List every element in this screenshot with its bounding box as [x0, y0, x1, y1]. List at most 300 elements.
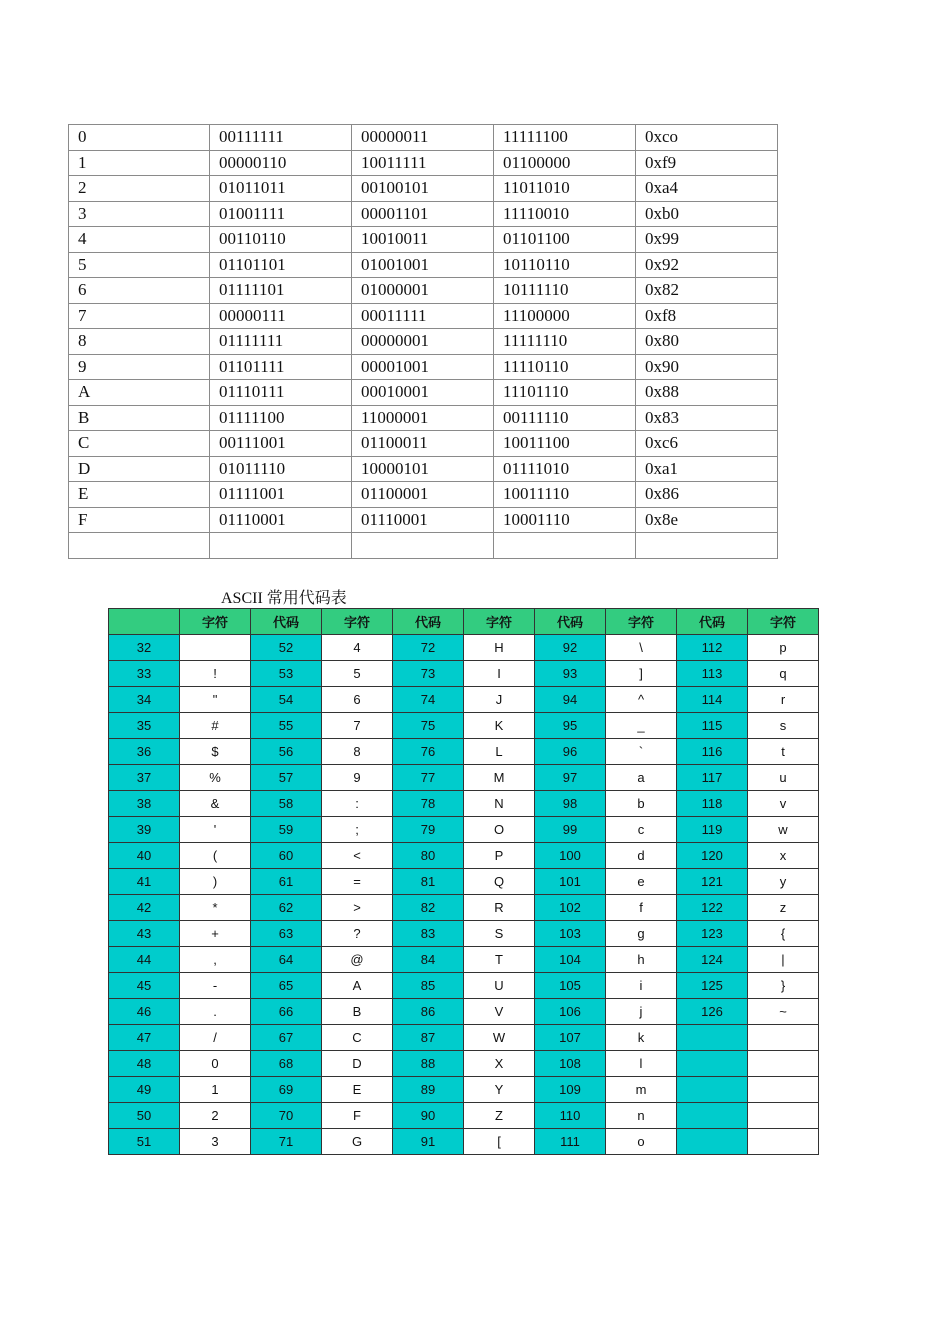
ascii-code-cell: 124: [677, 947, 748, 973]
ascii-code-cell: 112: [677, 635, 748, 661]
ascii-code-cell: 69: [251, 1077, 322, 1103]
ascii-code-cell: 95: [535, 713, 606, 739]
seg-table-cell: 01001111: [210, 201, 352, 227]
ascii-code-cell: 40: [109, 843, 180, 869]
seg-table-cell: 0x86: [636, 482, 778, 508]
seg-table-cell: C: [69, 431, 210, 457]
ascii-char-cell: A: [322, 973, 393, 999]
ascii-code-cell: 110: [535, 1103, 606, 1129]
ascii-char-cell: n: [606, 1103, 677, 1129]
ascii-header-row: [109, 609, 819, 635]
ascii-code-cell: 77: [393, 765, 464, 791]
ascii-char-cell: d: [606, 843, 677, 869]
ascii-code-cell: 105: [535, 973, 606, 999]
ascii-code-cell: 109: [535, 1077, 606, 1103]
ascii-code-cell: 79: [393, 817, 464, 843]
ascii-code-cell: 96: [535, 739, 606, 765]
ascii-char-cell: K: [464, 713, 535, 739]
ascii-code-cell: 37: [109, 765, 180, 791]
seg-table-cell: 00111111: [210, 125, 352, 151]
ascii-table-row: [109, 1025, 819, 1051]
ascii-char-cell: [748, 1129, 819, 1155]
seg-table-row: [69, 201, 778, 227]
ascii-code-cell: 81: [393, 869, 464, 895]
seg-table-row: [69, 405, 778, 431]
ascii-header-cell: 代码: [393, 609, 464, 635]
ascii-char-cell: :: [322, 791, 393, 817]
seg-table-cell: 10011100: [494, 431, 636, 457]
ascii-code-cell: 84: [393, 947, 464, 973]
seg-table-cell: 0x99: [636, 227, 778, 253]
ascii-code-cell: 86: [393, 999, 464, 1025]
ascii-char-cell: N: [464, 791, 535, 817]
ascii-char-cell: f: [606, 895, 677, 921]
seg-table-cell: 00100101: [352, 176, 494, 202]
ascii-char-cell: [748, 1077, 819, 1103]
ascii-table-row: [109, 895, 819, 921]
ascii-char-cell: ]: [606, 661, 677, 687]
ascii-char-cell: o: [606, 1129, 677, 1155]
ascii-char-cell: Q: [464, 869, 535, 895]
ascii-code-cell: 120: [677, 843, 748, 869]
ascii-char-cell: a: [606, 765, 677, 791]
seg-table-row: [69, 507, 778, 533]
ascii-code-cell: 57: [251, 765, 322, 791]
ascii-header-cell: 字符: [606, 609, 677, 635]
ascii-char-cell: e: [606, 869, 677, 895]
ascii-code-cell: 65: [251, 973, 322, 999]
seven-segment-code-table: [68, 124, 778, 559]
seg-table-cell: 1: [69, 150, 210, 176]
seg-table-cell: 10111110: [494, 278, 636, 304]
ascii-code-cell: 126: [677, 999, 748, 1025]
ascii-code-cell: 119: [677, 817, 748, 843]
ascii-code-cell: 47: [109, 1025, 180, 1051]
seg-table-cell: 01110001: [352, 507, 494, 533]
seg-table-cell: 11101110: [494, 380, 636, 406]
ascii-char-cell: O: [464, 817, 535, 843]
ascii-char-cell: r: [748, 687, 819, 713]
ascii-header-cell: 代码: [535, 609, 606, 635]
seg-table-cell: 0xco: [636, 125, 778, 151]
ascii-char-cell: ': [180, 817, 251, 843]
seg-table-cell: 4: [69, 227, 210, 253]
ascii-char-cell: =: [322, 869, 393, 895]
seg-table-cell: 11110010: [494, 201, 636, 227]
ascii-char-cell: ~: [748, 999, 819, 1025]
ascii-code-cell: 102: [535, 895, 606, 921]
ascii-code-cell: 114: [677, 687, 748, 713]
ascii-char-cell: &: [180, 791, 251, 817]
ascii-char-cell: @: [322, 947, 393, 973]
ascii-code-cell: 52: [251, 635, 322, 661]
ascii-table-row: [109, 713, 819, 739]
ascii-table-row: [109, 687, 819, 713]
ascii-code-cell: 121: [677, 869, 748, 895]
ascii-char-cell: b: [606, 791, 677, 817]
seg-table-cell: E: [69, 482, 210, 508]
seg-table-cell: 11011010: [494, 176, 636, 202]
ascii-table-row: [109, 1129, 819, 1155]
ascii-code-cell: 122: [677, 895, 748, 921]
ascii-char-cell: R: [464, 895, 535, 921]
ascii-table-caption: ASCII 常用代码表: [221, 590, 347, 607]
ascii-code-cell: 117: [677, 765, 748, 791]
ascii-header-cell: [109, 609, 180, 635]
seg-table-cell: 10010011: [352, 227, 494, 253]
seg-table-cell: 3: [69, 201, 210, 227]
seg-table-cell: 2: [69, 176, 210, 202]
ascii-char-cell: {: [748, 921, 819, 947]
ascii-table-body: [109, 635, 819, 1155]
ascii-code-cell: 51: [109, 1129, 180, 1155]
ascii-char-cell: #: [180, 713, 251, 739]
ascii-code-cell: 99: [535, 817, 606, 843]
ascii-code-cell: 60: [251, 843, 322, 869]
ascii-header-cell: 代码: [677, 609, 748, 635]
seg-table-cell: D: [69, 456, 210, 482]
ascii-code-cell: 94: [535, 687, 606, 713]
ascii-code-cell: 111: [535, 1129, 606, 1155]
seg-table-cell: 00001001: [352, 354, 494, 380]
ascii-char-cell: q: [748, 661, 819, 687]
seg-table-cell: 00111110: [494, 405, 636, 431]
ascii-char-cell: j: [606, 999, 677, 1025]
ascii-char-cell: 9: [322, 765, 393, 791]
ascii-code-cell: 62: [251, 895, 322, 921]
ascii-code-cell: [677, 1025, 748, 1051]
ascii-code-cell: [677, 1103, 748, 1129]
ascii-code-cell: 92: [535, 635, 606, 661]
ascii-table-row: [109, 635, 819, 661]
ascii-char-cell: T: [464, 947, 535, 973]
ascii-char-cell: 7: [322, 713, 393, 739]
ascii-code-cell: 44: [109, 947, 180, 973]
ascii-char-cell: L: [464, 739, 535, 765]
ascii-char-cell: [180, 635, 251, 661]
ascii-table-row: [109, 1051, 819, 1077]
ascii-char-cell: t: [748, 739, 819, 765]
ascii-code-cell: 48: [109, 1051, 180, 1077]
seg-table-cell: 11111110: [494, 329, 636, 355]
ascii-char-cell: $: [180, 739, 251, 765]
ascii-char-cell: ,: [180, 947, 251, 973]
ascii-code-cell: 98: [535, 791, 606, 817]
seg-table-cell: 0x82: [636, 278, 778, 304]
ascii-char-cell: y: [748, 869, 819, 895]
seg-table-cell: 01111101: [210, 278, 352, 304]
seg-table-row: [69, 252, 778, 278]
ascii-code-cell: 54: [251, 687, 322, 713]
ascii-char-cell: [748, 1051, 819, 1077]
ascii-char-cell: ): [180, 869, 251, 895]
ascii-code-cell: 107: [535, 1025, 606, 1051]
ascii-char-cell: s: [748, 713, 819, 739]
ascii-code-cell: 108: [535, 1051, 606, 1077]
seg-table-cell: 00000001: [352, 329, 494, 355]
seg-table-cell: 0x92: [636, 252, 778, 278]
ascii-char-cell: !: [180, 661, 251, 687]
ascii-char-cell: C: [322, 1025, 393, 1051]
ascii-char-cell: |: [748, 947, 819, 973]
ascii-header-cell: 字符: [464, 609, 535, 635]
ascii-char-cell: [748, 1103, 819, 1129]
seg-table-cell: 00011111: [352, 303, 494, 329]
ascii-char-cell: c: [606, 817, 677, 843]
seg-table-cell: 0xc6: [636, 431, 778, 457]
seg-table-cell: 01100001: [352, 482, 494, 508]
ascii-char-cell: H: [464, 635, 535, 661]
ascii-char-cell: w: [748, 817, 819, 843]
ascii-char-cell: p: [748, 635, 819, 661]
ascii-char-cell: [: [464, 1129, 535, 1155]
ascii-header-cell: 字符: [322, 609, 393, 635]
seg-table-cell: 00000110: [210, 150, 352, 176]
seg-table-cell: [352, 533, 494, 559]
ascii-code-cell: 106: [535, 999, 606, 1025]
seg-table-row: [69, 150, 778, 176]
ascii-char-cell: W: [464, 1025, 535, 1051]
ascii-code-cell: 39: [109, 817, 180, 843]
seg-table-cell: 0xf8: [636, 303, 778, 329]
ascii-code-cell: 46: [109, 999, 180, 1025]
seg-table-cell: 11111100: [494, 125, 636, 151]
ascii-code-cell: 72: [393, 635, 464, 661]
ascii-code-cell: 63: [251, 921, 322, 947]
seg-table-cell: 11100000: [494, 303, 636, 329]
ascii-code-cell: 64: [251, 947, 322, 973]
ascii-char-cell: ": [180, 687, 251, 713]
ascii-code-cell: 90: [393, 1103, 464, 1129]
ascii-code-cell: 61: [251, 869, 322, 895]
seg-table-row: [69, 482, 778, 508]
ascii-code-cell: 104: [535, 947, 606, 973]
ascii-code-cell: 43: [109, 921, 180, 947]
ascii-char-cell: X: [464, 1051, 535, 1077]
ascii-char-cell: 5: [322, 661, 393, 687]
ascii-char-cell: k: [606, 1025, 677, 1051]
ascii-code-table: [108, 608, 819, 1155]
ascii-code-cell: 68: [251, 1051, 322, 1077]
ascii-char-cell: F: [322, 1103, 393, 1129]
seg-table-cell: 0xa4: [636, 176, 778, 202]
seg-table-cell: 01101101: [210, 252, 352, 278]
ascii-table-row: [109, 765, 819, 791]
seg-table-cell: 0xa1: [636, 456, 778, 482]
seg-table-row: [69, 227, 778, 253]
ascii-char-cell: [748, 1025, 819, 1051]
ascii-header-cell: 代码: [251, 609, 322, 635]
ascii-char-cell: U: [464, 973, 535, 999]
seg-table-row: [69, 303, 778, 329]
ascii-char-cell: 0: [180, 1051, 251, 1077]
ascii-char-cell: 8: [322, 739, 393, 765]
ascii-code-cell: 101: [535, 869, 606, 895]
seg-table-cell: 9: [69, 354, 210, 380]
seg-table-cell: 10110110: [494, 252, 636, 278]
seg-table-cell: 01110001: [210, 507, 352, 533]
seg-table-cell: 10011111: [352, 150, 494, 176]
seg-table-cell: 8: [69, 329, 210, 355]
ascii-code-cell: 73: [393, 661, 464, 687]
ascii-code-cell: 50: [109, 1103, 180, 1129]
ascii-code-cell: 88: [393, 1051, 464, 1077]
ascii-char-cell: \: [606, 635, 677, 661]
ascii-char-cell: Z: [464, 1103, 535, 1129]
seg-table-cell: 00110110: [210, 227, 352, 253]
seg-table-row: [69, 533, 778, 559]
ascii-code-cell: 59: [251, 817, 322, 843]
ascii-char-cell: _: [606, 713, 677, 739]
ascii-code-cell: 123: [677, 921, 748, 947]
ascii-table-row: [109, 973, 819, 999]
ascii-char-cell: g: [606, 921, 677, 947]
seg-table-cell: 01111111: [210, 329, 352, 355]
seg-table-cell: 01111100: [210, 405, 352, 431]
ascii-code-cell: 97: [535, 765, 606, 791]
ascii-code-cell: 113: [677, 661, 748, 687]
ascii-code-cell: 38: [109, 791, 180, 817]
ascii-code-cell: 125: [677, 973, 748, 999]
ascii-char-cell: m: [606, 1077, 677, 1103]
ascii-char-cell: (: [180, 843, 251, 869]
ascii-code-cell: 75: [393, 713, 464, 739]
ascii-char-cell: P: [464, 843, 535, 869]
ascii-table-row: [109, 817, 819, 843]
ascii-code-cell: 42: [109, 895, 180, 921]
seg-table-cell: 0xf9: [636, 150, 778, 176]
seg-table-cell: [69, 533, 210, 559]
ascii-char-cell: i: [606, 973, 677, 999]
ascii-table-row: [109, 947, 819, 973]
ascii-char-cell: h: [606, 947, 677, 973]
ascii-char-cell: ^: [606, 687, 677, 713]
ascii-table-row: [109, 1103, 819, 1129]
ascii-char-cell: 1: [180, 1077, 251, 1103]
seg-table-cell: 0x90: [636, 354, 778, 380]
seg-table-row: [69, 380, 778, 406]
ascii-code-cell: 80: [393, 843, 464, 869]
ascii-header-cell: 字符: [180, 609, 251, 635]
ascii-table-row: [109, 843, 819, 869]
ascii-char-cell: -: [180, 973, 251, 999]
ascii-header-cell: 字符: [748, 609, 819, 635]
ascii-char-cell: ;: [322, 817, 393, 843]
ascii-code-cell: 100: [535, 843, 606, 869]
seg-table-row: [69, 431, 778, 457]
seg-table-cell: 10001110: [494, 507, 636, 533]
seg-table-cell: 10011110: [494, 482, 636, 508]
ascii-code-cell: [677, 1051, 748, 1077]
seg-table-cell: 0xb0: [636, 201, 778, 227]
ascii-code-cell: 74: [393, 687, 464, 713]
seg-table-cell: 10000101: [352, 456, 494, 482]
seg-table-cell: B: [69, 405, 210, 431]
ascii-code-cell: 87: [393, 1025, 464, 1051]
ascii-code-cell: 70: [251, 1103, 322, 1129]
ascii-char-cell: }: [748, 973, 819, 999]
seg-table-cell: [636, 533, 778, 559]
ascii-code-cell: 49: [109, 1077, 180, 1103]
ascii-char-cell: S: [464, 921, 535, 947]
seg-table-cell: 11110110: [494, 354, 636, 380]
seg-table-cell: 01101111: [210, 354, 352, 380]
seven-segment-table-body: [69, 125, 778, 559]
ascii-code-cell: 103: [535, 921, 606, 947]
seg-table-cell: 01100011: [352, 431, 494, 457]
seg-table-row: [69, 176, 778, 202]
ascii-char-cell: Y: [464, 1077, 535, 1103]
seg-table-row: [69, 329, 778, 355]
ascii-char-cell: /: [180, 1025, 251, 1051]
seg-table-cell: 0x8e: [636, 507, 778, 533]
ascii-char-cell: V: [464, 999, 535, 1025]
ascii-char-cell: l: [606, 1051, 677, 1077]
ascii-char-cell: z: [748, 895, 819, 921]
ascii-char-cell: D: [322, 1051, 393, 1077]
ascii-code-cell: 32: [109, 635, 180, 661]
seg-table-cell: 01000001: [352, 278, 494, 304]
seg-table-cell: 01111010: [494, 456, 636, 482]
ascii-table-row: [109, 791, 819, 817]
ascii-code-cell: 89: [393, 1077, 464, 1103]
ascii-table-row: [109, 661, 819, 687]
seg-table-cell: 0x83: [636, 405, 778, 431]
seg-table-cell: 00010001: [352, 380, 494, 406]
ascii-char-cell: B: [322, 999, 393, 1025]
ascii-table-row: [109, 1077, 819, 1103]
ascii-char-cell: x: [748, 843, 819, 869]
ascii-code-cell: 58: [251, 791, 322, 817]
ascii-table-head: [109, 609, 819, 635]
ascii-code-cell: 35: [109, 713, 180, 739]
ascii-char-cell: `: [606, 739, 677, 765]
ascii-char-cell: u: [748, 765, 819, 791]
seg-table-row: [69, 354, 778, 380]
ascii-code-cell: 55: [251, 713, 322, 739]
seg-table-row: [69, 278, 778, 304]
seg-table-cell: A: [69, 380, 210, 406]
ascii-char-cell: G: [322, 1129, 393, 1155]
seg-table-cell: 7: [69, 303, 210, 329]
ascii-char-cell: 2: [180, 1103, 251, 1129]
ascii-table-row: [109, 999, 819, 1025]
ascii-code-cell: 115: [677, 713, 748, 739]
seg-table-cell: 0: [69, 125, 210, 151]
seg-table-cell: 01110111: [210, 380, 352, 406]
ascii-code-cell: 34: [109, 687, 180, 713]
seg-table-cell: 01011011: [210, 176, 352, 202]
ascii-code-cell: 82: [393, 895, 464, 921]
seg-table-cell: 01111001: [210, 482, 352, 508]
seg-table-cell: 01011110: [210, 456, 352, 482]
ascii-char-cell: <: [322, 843, 393, 869]
seg-table-cell: 00111001: [210, 431, 352, 457]
ascii-char-cell: J: [464, 687, 535, 713]
seg-table-cell: 0x80: [636, 329, 778, 355]
ascii-code-cell: [677, 1077, 748, 1103]
ascii-char-cell: I: [464, 661, 535, 687]
ascii-char-cell: v: [748, 791, 819, 817]
ascii-table-row: [109, 739, 819, 765]
seg-table-cell: F: [69, 507, 210, 533]
ascii-code-cell: 45: [109, 973, 180, 999]
ascii-code-cell: 116: [677, 739, 748, 765]
ascii-char-cell: 3: [180, 1129, 251, 1155]
seg-table-row: [69, 456, 778, 482]
ascii-code-cell: 76: [393, 739, 464, 765]
ascii-char-cell: 6: [322, 687, 393, 713]
